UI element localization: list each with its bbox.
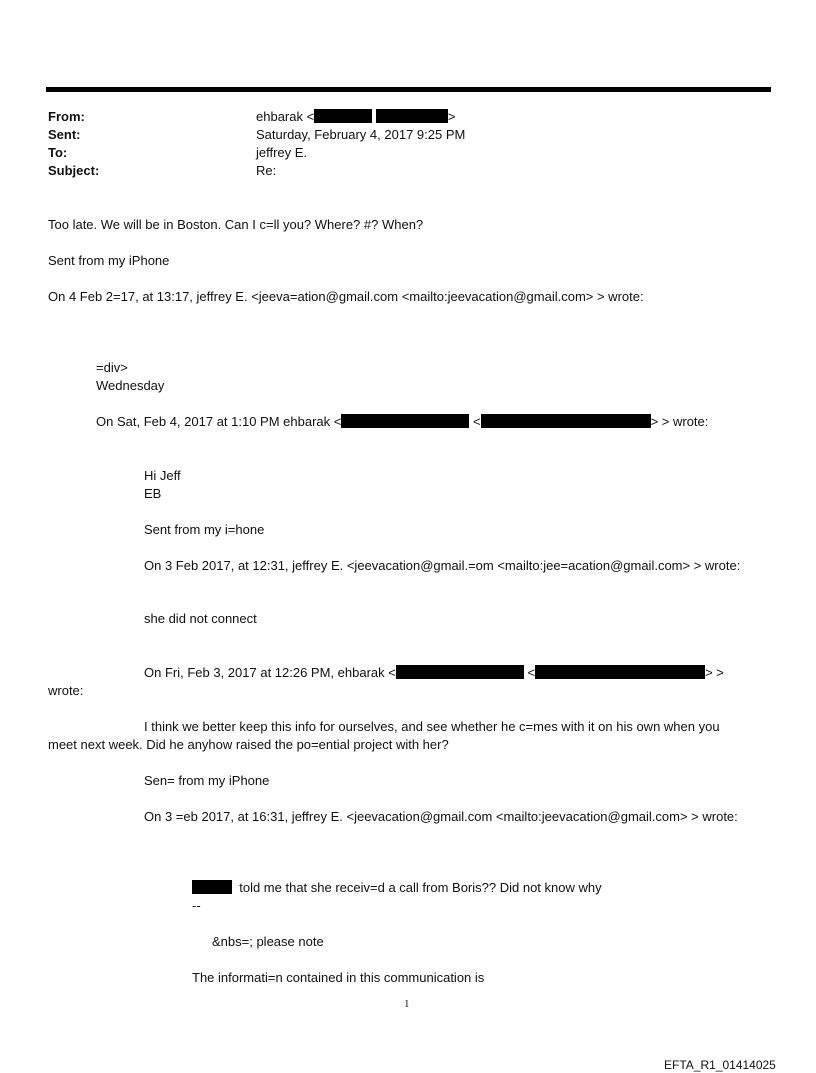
redaction-block xyxy=(314,109,372,123)
body-line: Too late. We will be in Boston. Can I c=ll you? Where? #? When? xyxy=(48,217,424,232)
body-line: EB xyxy=(144,486,162,501)
body-line: &nbs=; please note xyxy=(212,934,324,949)
body-line: =div> xyxy=(96,360,128,375)
body-line: The informati=n contained in this communication is xyxy=(192,970,485,985)
quote-header-text: < xyxy=(527,665,536,680)
signature-line: Sen= from my iPhone xyxy=(144,773,270,788)
page-number: 1 xyxy=(404,998,410,1010)
quote-header: On 3 Feb 2017, at 12:31, jeffrey E. <jeevacation@gmail.=om <mailto:jee=acation@gmail.com> > wrote: xyxy=(144,558,741,573)
redaction-block xyxy=(376,109,448,123)
document-id: EFTA_R1_01414025 xyxy=(664,1058,776,1072)
quote-header-text: > > wrote: xyxy=(650,414,709,429)
redaction-block xyxy=(481,414,651,428)
to-value: jeffrey E. xyxy=(256,145,308,160)
quote-header-text: < xyxy=(472,414,481,429)
body-line: Hi Jeff xyxy=(144,468,181,483)
quote-header xyxy=(144,665,724,681)
redaction-block xyxy=(396,665,524,679)
subject-label: Subject: xyxy=(48,163,100,178)
from-close: > xyxy=(447,109,456,124)
redaction-block xyxy=(192,880,232,894)
signature-line: Sent from my iPhone xyxy=(48,253,170,268)
quote-header: On 3 =eb 2017, at 16:31, jeffrey E. <jeevacation@gmail.com <mailto:jeevacation@gmail.com> > wrote: xyxy=(144,809,738,824)
body-line: I think we better keep this info for ourselves, and see whether he c=mes with it on his own when you xyxy=(144,719,720,734)
header-rule xyxy=(46,87,771,92)
body-line: she did not connect xyxy=(144,611,257,626)
redaction-block xyxy=(341,414,469,428)
body-line: -- xyxy=(192,898,201,913)
to-label: To: xyxy=(48,145,68,160)
sent-value: Saturday, February 4, 2017 9:25 PM xyxy=(256,127,466,142)
body-line xyxy=(192,880,602,896)
subject-value: Re: xyxy=(256,163,277,178)
from-label: From: xyxy=(48,109,85,124)
quote-header: On 4 Feb 2=17, at 13:17, jeffrey E. <jeeva=ation@gmail.com <mailto:jeevacation@gmail.com> > wrote: xyxy=(48,289,644,304)
quote-header xyxy=(96,414,708,430)
quote-header-text: > > xyxy=(705,665,724,680)
from-value xyxy=(256,109,455,125)
signature-line: Sent from my i=hone xyxy=(144,522,265,537)
body-line: Wednesday xyxy=(96,378,165,393)
redaction-block xyxy=(535,665,705,679)
body-line: meet next week. Did he anyhow raised the po=ential project with her? xyxy=(48,737,449,752)
quote-header-text: On Fri, Feb 3, 2017 at 12:26 PM, ehbarak < xyxy=(144,665,396,680)
from-name: ehbarak < xyxy=(256,109,315,124)
sent-label: Sent: xyxy=(48,127,81,142)
body-line: wrote: xyxy=(48,683,84,698)
body-line-text: told me that she receiv=d a call from Boris?? Did not know why xyxy=(239,880,602,895)
quote-header-text: On Sat, Feb 4, 2017 at 1:10 PM ehbarak < xyxy=(96,414,342,429)
